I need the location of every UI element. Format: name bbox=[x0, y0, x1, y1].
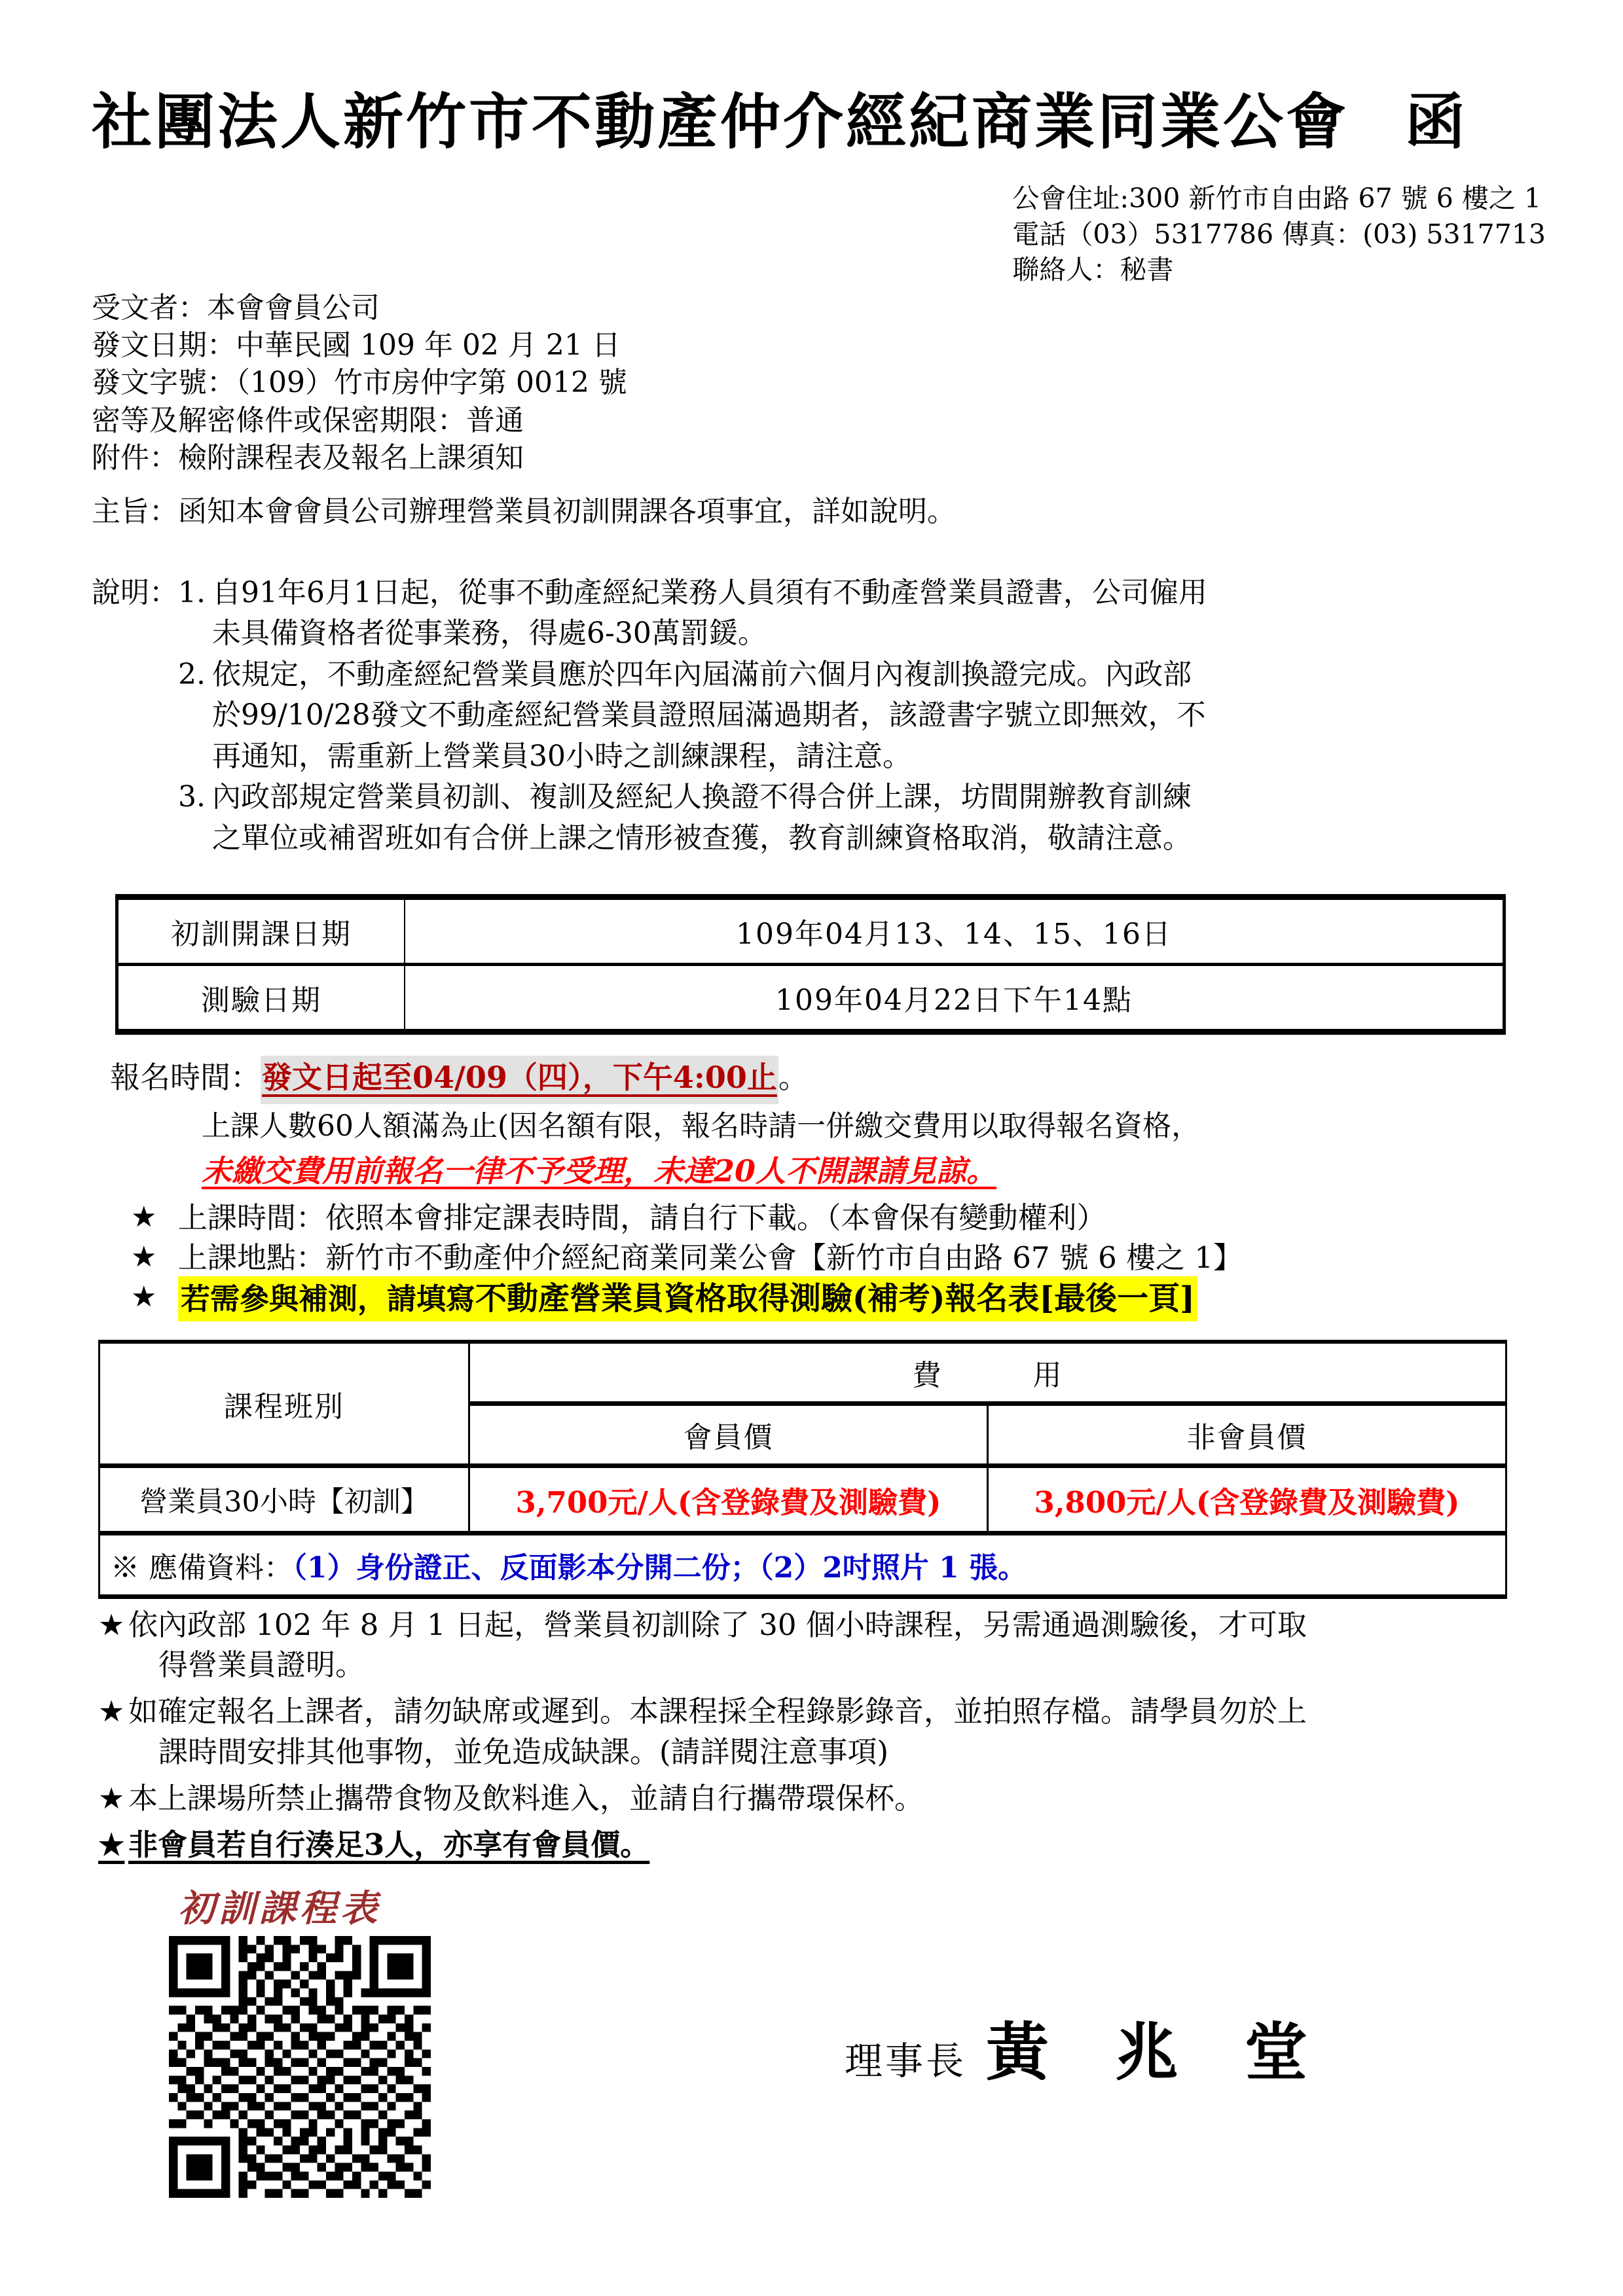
notice-line: 課時間安排其他事物，並免造成缺課。(請詳閱注意事項) bbox=[158, 1734, 889, 1769]
retest-form-name: 不動產營業員資格取得測驗(補考)報名表[最後一頁] bbox=[475, 1280, 1195, 1317]
organization-title bbox=[92, 86, 1545, 157]
explanation-items bbox=[178, 573, 1545, 859]
notice-text bbox=[128, 1605, 1558, 1685]
explanation-line: 未具備資格者從事業務，得處6-30萬罰鍰。 bbox=[212, 617, 767, 651]
list-item bbox=[98, 1605, 1558, 1685]
required-documents-cell bbox=[100, 1534, 1506, 1597]
table-row bbox=[100, 1534, 1506, 1597]
org-phone-fax: 電話（03）5317786 傳真：(03) 5317713 bbox=[1012, 218, 1546, 250]
subject-text: 函知本會會員公司辦理營業員初訓開課各項事宜，詳如說明。 bbox=[178, 495, 956, 528]
contact-block bbox=[1012, 181, 1546, 288]
explanation-section bbox=[92, 573, 1545, 859]
signature-name: 黃 兆 堂 bbox=[986, 2015, 1330, 2089]
list-item bbox=[131, 1240, 1558, 1275]
required-documents-label: ※ 應備資料： bbox=[111, 1551, 293, 1585]
dates-row-label: 初訓開課日期 bbox=[117, 897, 405, 965]
subject-section bbox=[92, 488, 956, 529]
explanation-line: 自91年6月1日起，從事不動產經紀業務人員須有不動產營業員證書，公司僱用 bbox=[212, 576, 1207, 609]
fee-class-header: 課程班別 bbox=[100, 1342, 469, 1466]
star-icon: ★ bbox=[98, 1607, 125, 1642]
registration-block bbox=[110, 1058, 1550, 1191]
explanation-item-number: 2. bbox=[178, 657, 206, 691]
registration-deadline-highlight: 發文日起至04/09（四），下午4:00止 bbox=[261, 1056, 778, 1104]
document-meta bbox=[92, 289, 627, 476]
notice-line: 依內政部 102 年 8 月 1 日起，營業員初訓除了 30 個小時課程，另需通過測驗後，才可取 bbox=[128, 1607, 1307, 1642]
course-dates-table bbox=[115, 894, 1506, 1035]
explanation-item bbox=[178, 573, 1545, 655]
nonmember-price-value: 3,800元/人(含登錄費及測驗費) bbox=[988, 1466, 1506, 1534]
qr-code[interactable] bbox=[169, 1936, 431, 2198]
fee-table bbox=[98, 1340, 1507, 1599]
list-item bbox=[98, 1825, 1558, 1865]
star-icon: ★ bbox=[98, 1780, 125, 1816]
registration-capacity-note: 上課人數60人額滿為止(因名額有限，報名時請一併繳交費用以取得報名資格， bbox=[202, 1109, 1201, 1143]
explanation-line: 依規定，不動產經紀營業員應於四年內屆滿前六個月內複訓換證完成。內政部 bbox=[212, 657, 1192, 691]
registration-label: 報名時間： bbox=[110, 1060, 261, 1095]
retest-note-prefix: 若需參與補測，請填寫 bbox=[181, 1282, 476, 1316]
explanation-line: 之單位或補習班如有合併上課之情形被查獲，教育訓練資格取消，敬請注意。 bbox=[212, 821, 1192, 855]
table-row bbox=[100, 1466, 1506, 1534]
star-icon: ★ bbox=[98, 1694, 125, 1729]
explanation-item-text bbox=[212, 777, 1545, 859]
member-price-value: 3,700元/人(含登錄費及測驗費) bbox=[469, 1466, 988, 1534]
class-time-text: 上課時間：依照本會排定課表時間，請自行下載。（本會保有變動權利） bbox=[178, 1200, 1106, 1235]
org-name: 社團法人新竹市不動產仲介經紀商業同業公會 bbox=[92, 86, 1349, 157]
member-price-header: 會員價 bbox=[469, 1404, 988, 1466]
meta-attachment: 附件：檢附課程表及報名上課須知 bbox=[92, 440, 524, 475]
notice-text bbox=[128, 1691, 1558, 1771]
star-icon: ★ bbox=[131, 1200, 157, 1234]
qr-code-image bbox=[169, 1936, 431, 2198]
meta-classification: 密等及解密條件或保密期限：普通 bbox=[92, 403, 524, 437]
nonmember-price-header: 非會員價 bbox=[988, 1404, 1506, 1466]
course-schedule-caption: 初訓課程表 bbox=[178, 1887, 381, 1930]
notice-line: 本上課場所禁止攜帶食物及飲料進入，並請自行攜帶環保杯。 bbox=[128, 1780, 924, 1816]
notice-text bbox=[128, 1778, 1558, 1818]
dates-row-label: 測驗日期 bbox=[117, 965, 405, 1032]
list-item bbox=[98, 1778, 1558, 1818]
class-location-text: 上課地點：新竹市不動產仲介經紀商業同業公會【新竹市自由路 67 號 6 樓之 1】 bbox=[178, 1240, 1243, 1275]
notice-line: 非會員若自行湊足3人，亦享有會員價。 bbox=[128, 1827, 650, 1862]
table-row bbox=[117, 897, 1504, 965]
signature-role: 理事長 bbox=[845, 2039, 967, 2083]
list-item bbox=[98, 1691, 1558, 1771]
notice-list bbox=[98, 1605, 1558, 1871]
star-icon: ★ bbox=[131, 1280, 157, 1314]
explanation-item-number: 3. bbox=[178, 780, 206, 814]
doc-type-label: 函 bbox=[1405, 86, 1468, 157]
registration-period: 。 bbox=[778, 1060, 809, 1095]
explanation-line: 內政部規定營業員初訓、複訓及經紀人換證不得合併上課，坊間開辦教育訓練 bbox=[212, 780, 1192, 814]
retest-form-note bbox=[178, 1280, 1558, 1317]
fee-amount-header: 費 用 bbox=[469, 1342, 1506, 1404]
explanation-item-text bbox=[212, 573, 1545, 655]
star-icon: ★ bbox=[98, 1827, 125, 1862]
org-address: 公會住址:300 新竹市自由路 67 號 6 樓之 1 bbox=[1012, 183, 1541, 214]
explanation-item-number: 1. bbox=[178, 576, 206, 609]
explanation-item bbox=[178, 655, 1545, 777]
dates-row-value: 109年04月22日下午14點 bbox=[405, 965, 1504, 1032]
required-documents-value: （1）身份證正、反面影本分開二份；（2）2吋照片 1 張。 bbox=[293, 1551, 1027, 1585]
explanation-label: 說明： bbox=[92, 576, 178, 609]
meta-recipient: 受文者：本會會員公司 bbox=[92, 291, 380, 325]
notice-line: 如確定報名上課者，請勿缺席或遲到。本課程採全程錄影錄音，並拍照存檔。請學員勿於上 bbox=[128, 1694, 1307, 1729]
fee-class-name: 營業員30小時【初訓】 bbox=[100, 1466, 469, 1534]
star-icon: ★ bbox=[131, 1240, 157, 1274]
registration-payment-warning: 未繳交費用前報名一律不予受理，未達20人不開課請見諒。 bbox=[202, 1153, 997, 1189]
class-info-list bbox=[131, 1200, 1558, 1325]
table-row bbox=[100, 1342, 1506, 1404]
table-row bbox=[117, 965, 1504, 1032]
explanation-line: 於99/10/28發文不動產經紀營業員證照屆滿過期者，該證書字號立即無效，不 bbox=[212, 698, 1206, 732]
notice-text bbox=[128, 1825, 1558, 1865]
list-item bbox=[131, 1200, 1558, 1235]
org-contact-person: 聯絡人：秘書 bbox=[1012, 254, 1174, 286]
notice-line: 得營業員證明。 bbox=[158, 1647, 365, 1683]
explanation-item bbox=[178, 777, 1545, 859]
list-item bbox=[131, 1280, 1558, 1317]
dates-row-value: 109年04月13、14、15、16日 bbox=[405, 897, 1504, 965]
explanation-item-text bbox=[212, 655, 1545, 777]
subject-label: 主旨： bbox=[92, 495, 178, 528]
meta-issue-date: 發文日期：中華民國 109 年 02 月 21 日 bbox=[92, 329, 621, 363]
signature-block bbox=[845, 2003, 1330, 2092]
explanation-line: 再通知，需重新上營業員30小時之訓練課程，請注意。 bbox=[212, 739, 911, 773]
meta-doc-number: 發文字號：（109）竹市房仲字第 0012 號 bbox=[92, 366, 627, 400]
